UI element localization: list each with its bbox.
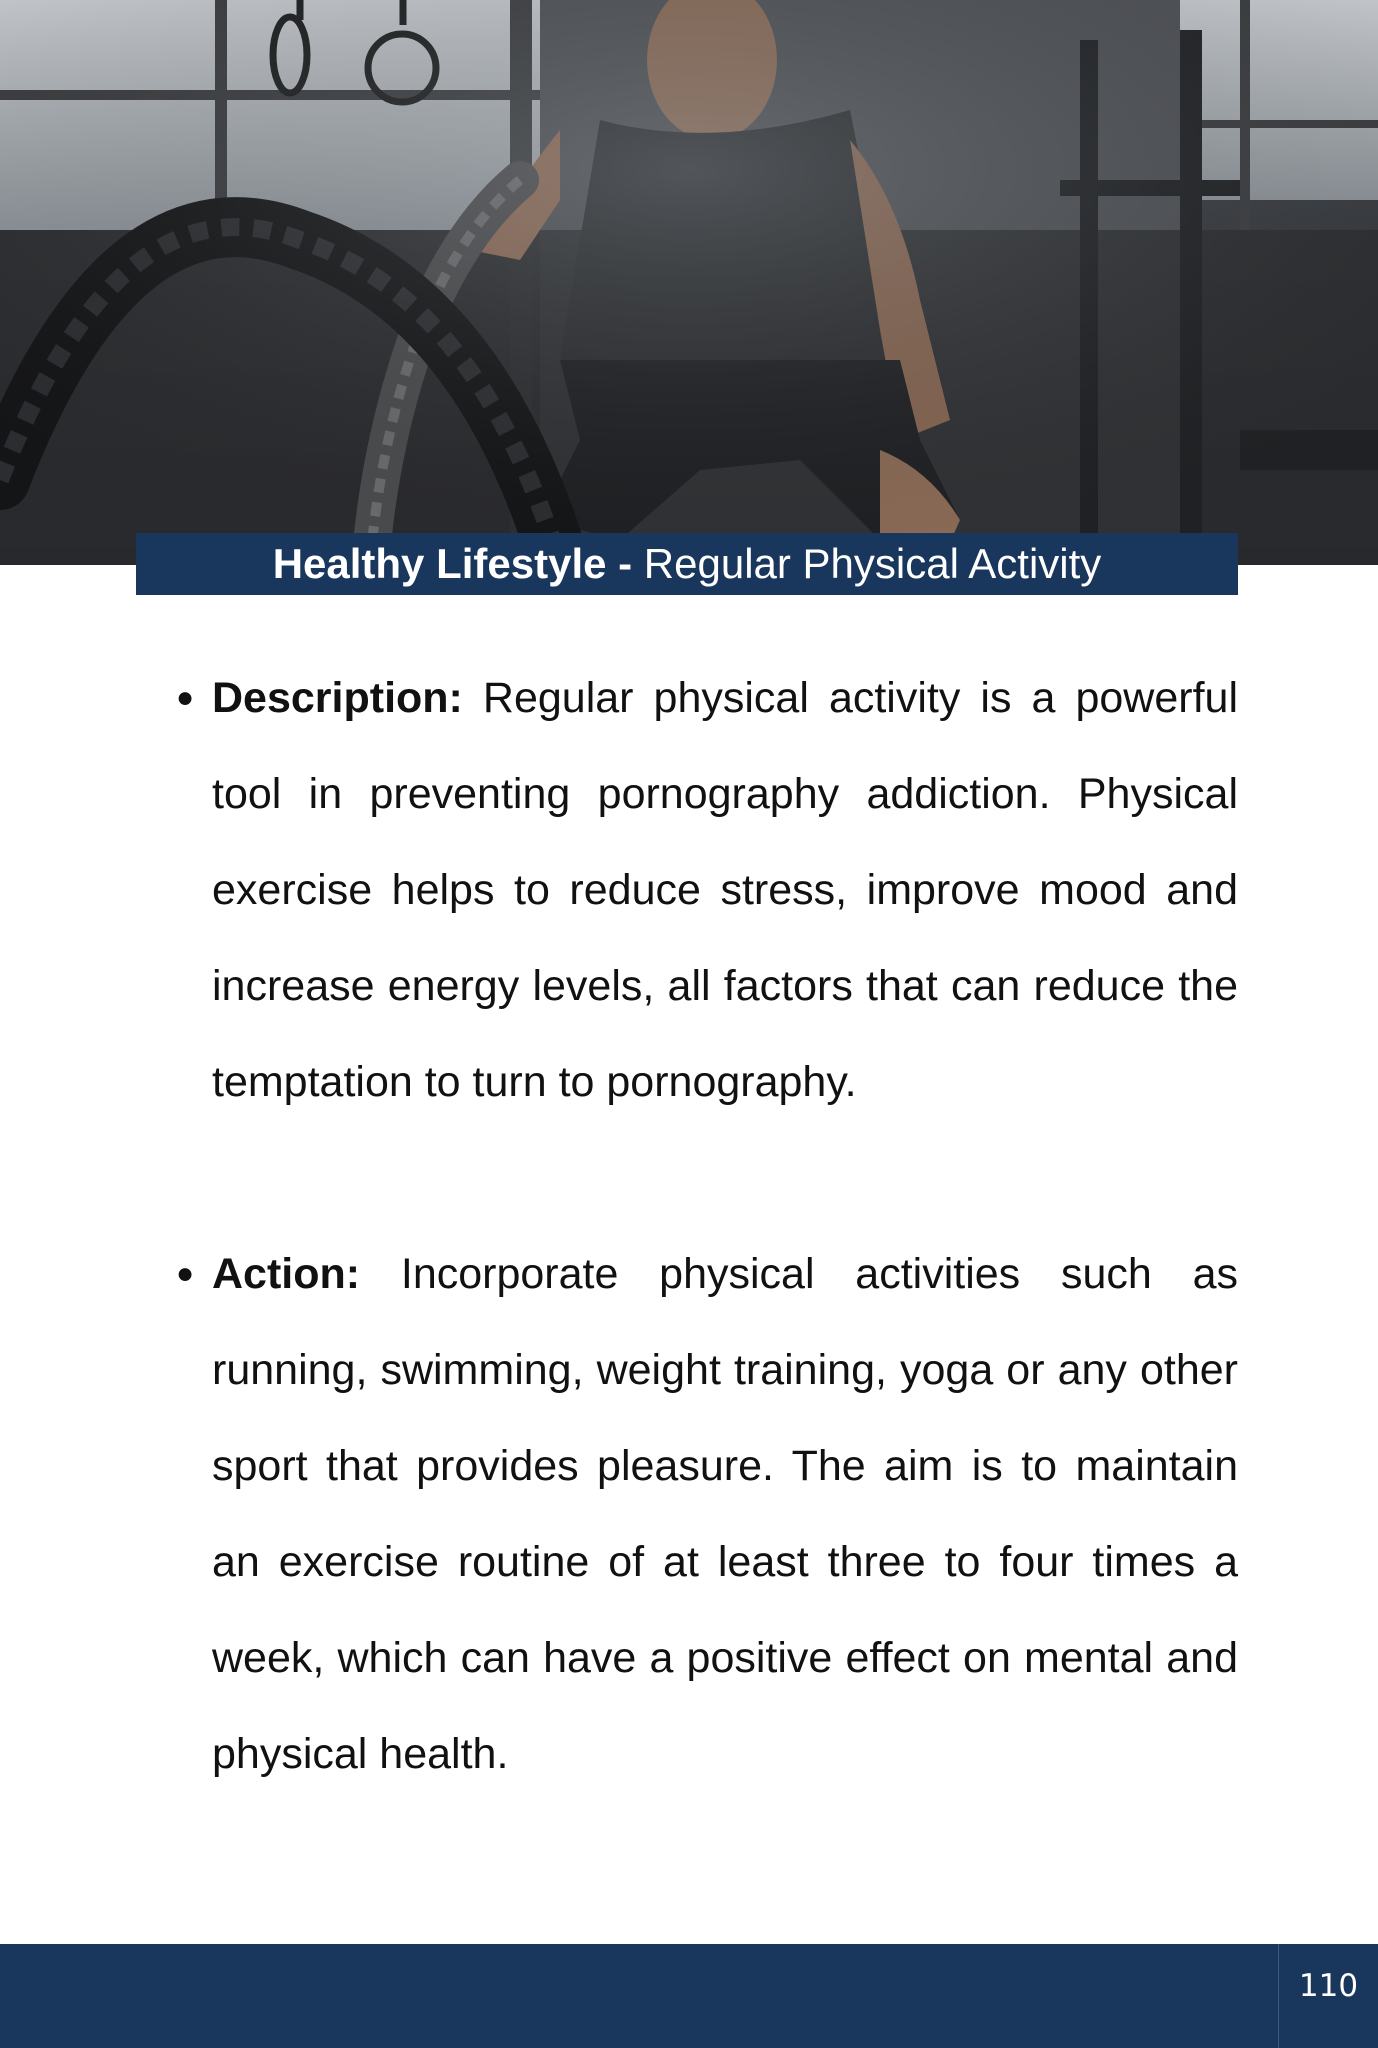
bullet-label: Action: (212, 1250, 401, 1298)
title-bold: Healthy Lifestyle - (272, 540, 644, 587)
bullet-icon: ● (176, 681, 195, 714)
list-item-action (170, 1226, 1238, 1802)
bullet-list (170, 650, 1238, 1898)
title-regular: Regular Physical Activity (643, 540, 1102, 587)
hero-photo (0, 0, 1378, 565)
bullet-text: Regular physical activity is a powerful tool in preventing pornography addiction. Physical exercise helps to reduce stress, improve mood and increase energy levels, all factors that can reduce the temptation to turn to pornography. (212, 674, 1238, 1106)
bullet-label: Description: (212, 674, 483, 722)
footer-bar (0, 1944, 1378, 2048)
page-title (136, 533, 1238, 595)
gym-battle-ropes-photo (0, 0, 1378, 565)
page-number: 110 (1298, 1968, 1359, 2004)
bullet-text: Incorporate physical activities such as running, swimming, weight training, yoga or any other sport that provides pleasure. The aim is to maintain an exercise routine of at least three to four times a week, which can have a positive effect on mental and physical health. (212, 1250, 1238, 1778)
bullet-icon: ● (176, 1257, 195, 1290)
list-item-description (170, 650, 1238, 1130)
